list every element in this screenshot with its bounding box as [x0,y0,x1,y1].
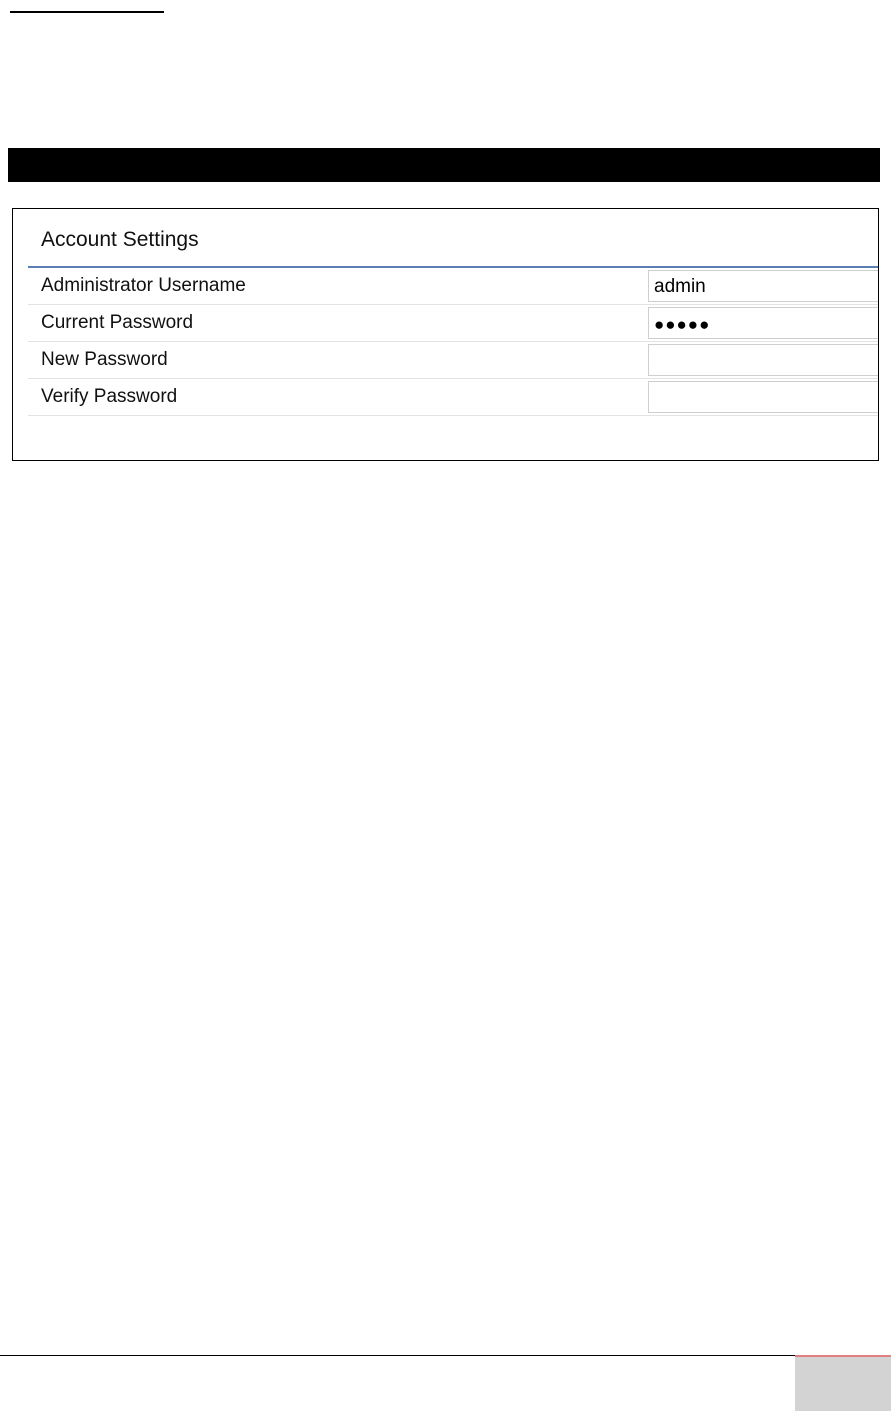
account-settings-panel [12,208,879,461]
row-admin-username [28,268,879,305]
page-box-accent-line [795,1355,891,1357]
current-password-label: Current Password [41,312,194,333]
new-password-input[interactable] [648,344,879,376]
page-number-box [795,1356,891,1411]
row-current-password [28,305,879,342]
admin-username-label: Administrator Username [41,275,246,296]
new-password-label: New Password [41,349,168,370]
row-verify-password [28,379,879,416]
section-header-bar [8,148,880,182]
row-new-password [28,342,879,379]
footer-divider [0,1355,891,1356]
admin-username-input[interactable] [648,270,879,302]
panel-title: Account Settings [41,228,199,251]
current-password-input[interactable] [648,307,879,339]
verify-password-label: Verify Password [41,386,178,407]
top-underline [10,11,164,13]
verify-password-input[interactable] [648,381,879,413]
